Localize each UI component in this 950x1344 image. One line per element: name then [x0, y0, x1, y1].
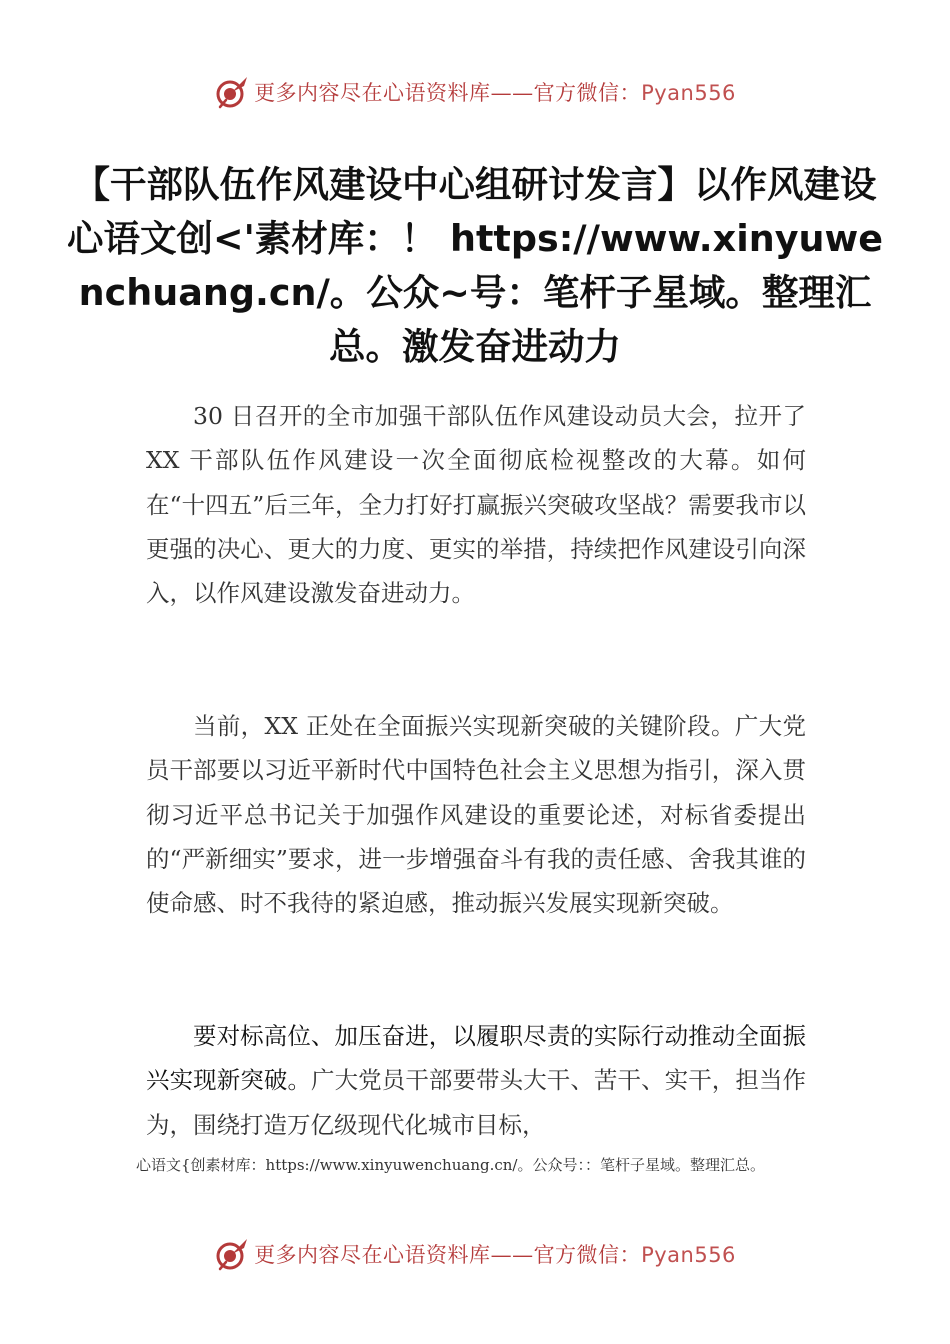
- quill-logo-icon: [214, 74, 250, 110]
- wechat-id: Pyan556: [641, 1243, 736, 1267]
- paragraph-1: 30 日召开的全市加强干部队伍作风建设动员大会，拉开了 XX 干部队伍作风建设一次全面彻底检视整改的大幕。如何在“十四五”后三年，全力打好打赢振兴突破攻坚战？需要我市以更强的决心、更大的力度、更实的举措，持续把作风建设引向深入，以作风建设激发奋进动力。: [146, 402, 806, 608]
- document-title: 【干部队伍作风建设中心组研讨发言】以作风建设心语文创<'素材库：！ https://www.xinyuwenchuang.cn/。公众~号：笔杆子星域。整理汇总。激发奋进动力: [67, 163, 883, 368]
- paragraph-3: [146, 1014, 806, 1147]
- footer-banner: [0, 1232, 950, 1276]
- quill-logo-icon: [214, 1236, 250, 1272]
- paragraph-2: 当前，XX 正处在全面振兴实现新突破的关键阶段。广大党员干部要以习近平新时代中国特色社会主义思想为指引，深入贯彻习近平总书记关于加强作风建设的重要论述，对标省委提出的“严新细实”要求，进一步增强奋斗有我的责任感、舍我其谁的使命感、时不我待的紧迫感，推动振兴发展实现新突破。: [146, 712, 806, 918]
- paragraph-3-lead: 要对标高位、加压奋进，以履职尽责的实际行动推动全面振兴实现新突破。: [146, 1022, 806, 1095]
- page-footer-note: 心语文{创素材库：https://www.xinyuwenchuang.cn/。公众号：：笔杆子星域。整理汇总。: [136, 1156, 765, 1174]
- wechat-id: Pyan556: [641, 81, 736, 105]
- paragraph-3-body: 广大党员干部要带头大干、苦干、实干，担当作为，围绕打造万亿级现代化城市目标，: [146, 1066, 807, 1139]
- banner-text: 更多内容尽在心语资料库——官方微信：Pyan556: [254, 1243, 736, 1267]
- header-banner: [0, 70, 950, 114]
- banner-text: 更多内容尽在心语资料库——官方微信：Pyan556: [254, 81, 736, 105]
